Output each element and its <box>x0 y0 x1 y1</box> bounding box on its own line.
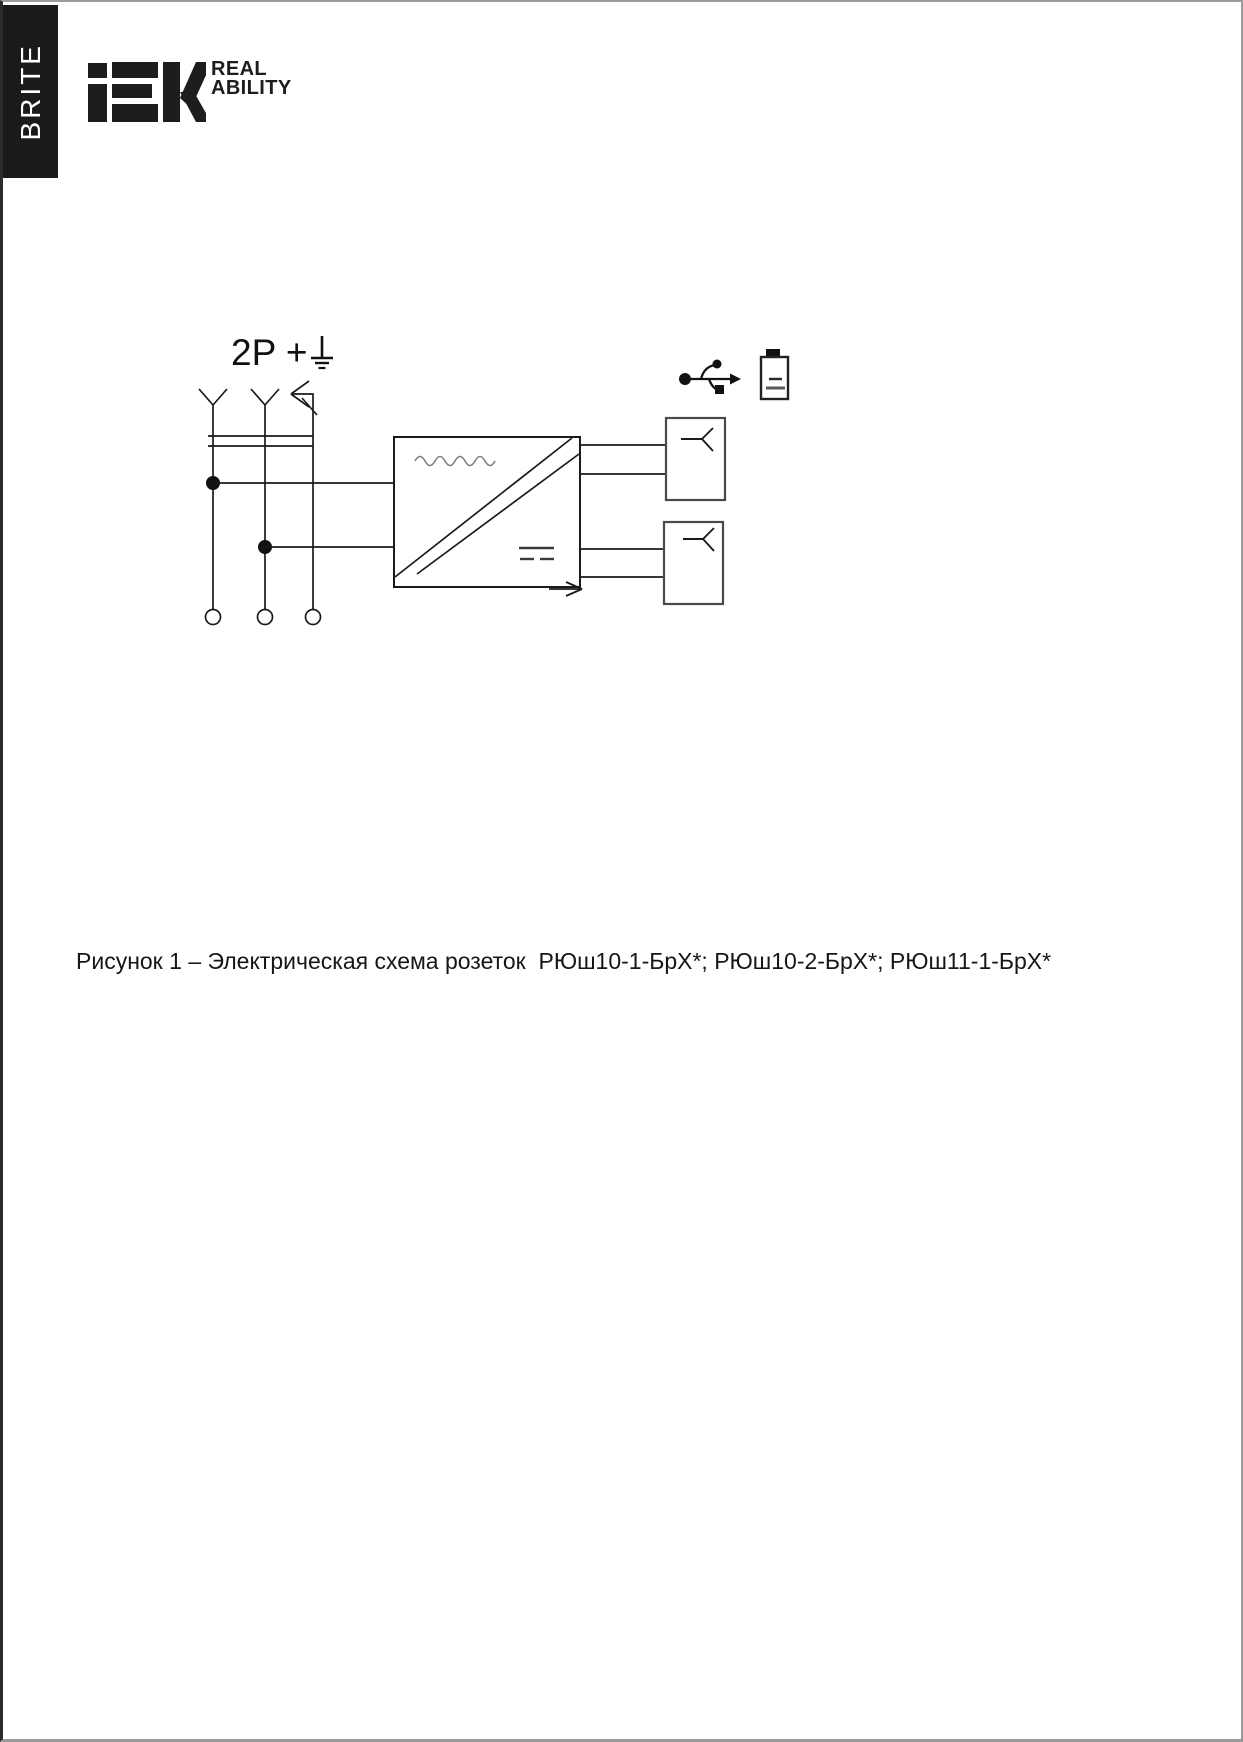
output-arrow <box>549 582 582 596</box>
ac-dc-converter <box>394 437 582 596</box>
junction-dots <box>206 476 272 554</box>
plug-pin-N <box>251 389 279 625</box>
usb-socket-1 <box>666 418 725 500</box>
logo-tagline-line1: REAL <box>211 58 268 80</box>
logo-tagline <box>211 60 292 98</box>
usb-icon <box>679 360 741 395</box>
socket-contact-symbol <box>683 528 714 551</box>
brand-logo <box>86 58 316 128</box>
dc-symbol <box>519 548 554 559</box>
earth-ground-icon <box>309 333 335 373</box>
input-wires <box>213 483 394 547</box>
plug-pin-L <box>199 389 227 625</box>
series-banner-label: BRITE <box>14 42 46 141</box>
circuit-diagram <box>3 2 1243 1742</box>
series-banner <box>3 5 58 178</box>
earth-contact-arrow <box>291 381 321 625</box>
output-wires <box>580 445 666 577</box>
iek-logo-icon <box>86 58 206 128</box>
supply-type-label <box>231 332 335 374</box>
figure-caption: Рисунок 1 – Электрическая схема розеток РЮш10-1-БрХ*; РЮш10-2-БрХ*; РЮш11-1-БрХ* <box>76 948 1052 974</box>
usb-socket-2 <box>664 522 723 604</box>
logo-tagline-line2: ABILITY <box>211 77 292 99</box>
figure-1 <box>3 2 1243 1742</box>
ac-wave-symbol <box>415 457 495 466</box>
bus-lines <box>208 436 313 446</box>
socket-contact-symbol <box>681 428 713 451</box>
supply-type-text: 2P + <box>231 332 308 373</box>
battery-icon <box>761 349 788 399</box>
